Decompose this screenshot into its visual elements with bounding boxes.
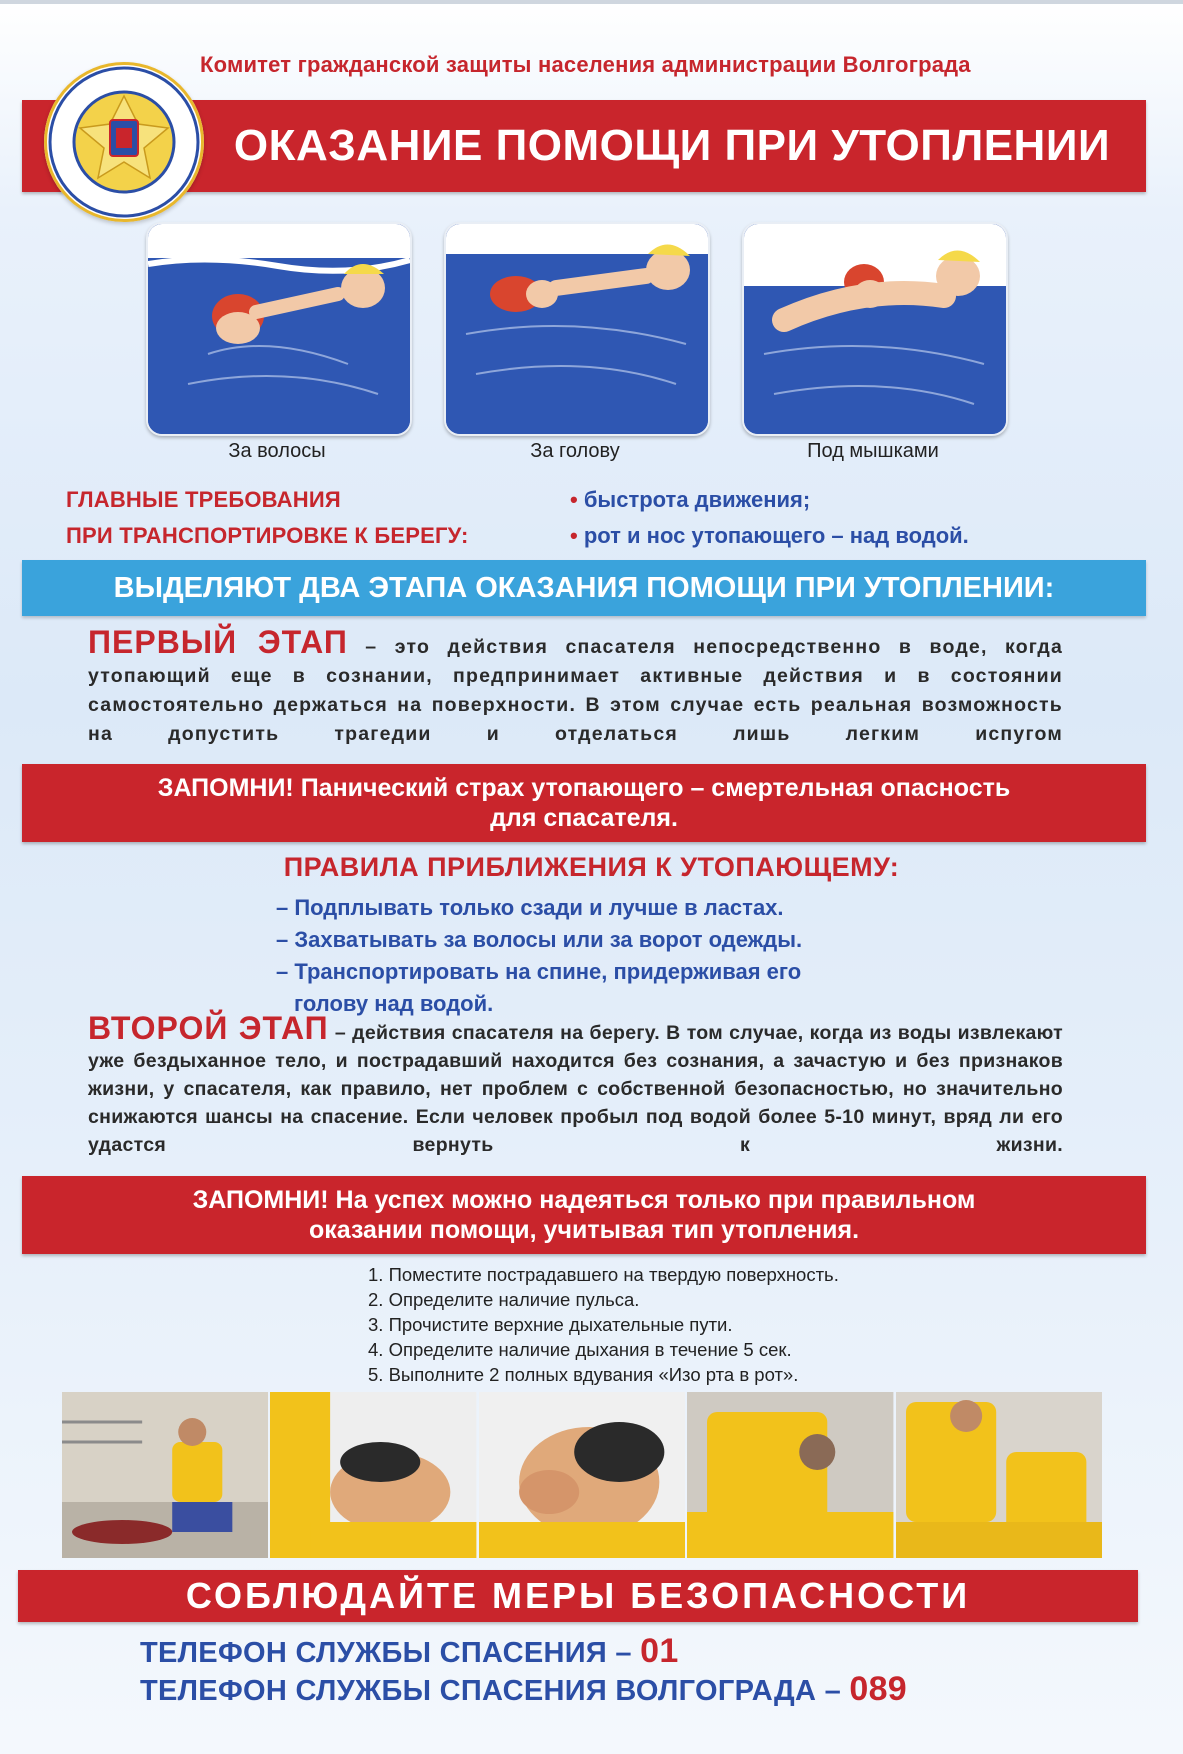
rule-item-continuation: голову над водой.: [294, 991, 494, 1016]
illustration-armpits: [742, 222, 1008, 436]
page-title: ОКАЗАНИЕ ПОМОЩИ ПРИ УТОПЛЕНИИ: [233, 121, 1111, 170]
illustration-head: [444, 222, 710, 436]
first-stage-label: ПЕРВЫЙ ЭТАП: [88, 624, 348, 660]
rule-item: – Транспортировать на спине, придерживая его: [276, 959, 802, 984]
illustration-caption-armpits: Под мышками: [807, 440, 939, 462]
cpr-steps-list: [368, 1262, 839, 1387]
requirements-title-line1: ГЛАВНЫЕ ТРЕБОВАНИЯ: [66, 487, 341, 512]
first-stage-paragraph: [88, 624, 1064, 749]
emblem-logo: [44, 62, 204, 222]
step-item: 5. Выполните 2 полных вдувания «Изо рта в рот».: [368, 1364, 799, 1385]
phone1-number: 01: [640, 1632, 679, 1670]
cpr-photo-1: [62, 1392, 268, 1558]
requirement-item: • быстрота движения;: [570, 487, 811, 512]
phone2-number: 089: [849, 1670, 908, 1708]
committee-name: Комитет гражданской защиты населения администрации Волгограда: [200, 52, 971, 77]
approach-rules-title: ПРАВИЛА ПРИБЛИЖЕНИЯ К УТОПАЮЩЕМУ:: [283, 852, 900, 882]
cpr-photos-strip: [62, 1392, 1102, 1558]
requirements-title: [66, 482, 469, 554]
requirement-item: • рот и нос утопающего – над водой.: [570, 523, 969, 548]
cpr-photo-3: [479, 1392, 685, 1558]
step-item: 3. Прочистите верхние дыхательные пути.: [368, 1314, 733, 1335]
remember-text-1: ЗАПОМНИ! Панический страх утопающего – смертельная опасность для спасателя.: [157, 774, 1011, 832]
step-item: 4. Определите наличие дыхания в течение 5 сек.: [368, 1339, 792, 1360]
rule-item: – Захватывать за волосы или за ворот одежды.: [276, 927, 803, 952]
illustration-hair: [146, 222, 412, 436]
cpr-photo-5: [896, 1392, 1102, 1558]
phone2-label: ТЕЛЕФОН СЛУЖБЫ СПАСЕНИЯ ВОЛГОГРАДА –: [140, 1675, 850, 1707]
second-stage-paragraph: [88, 1010, 1064, 1159]
requirements-title-line2: ПРИ ТРАНСПОРТИРОВКЕ К БЕРЕГУ:: [66, 523, 469, 548]
second-stage-label: ВТОРОЙ ЭТАП: [88, 1010, 329, 1046]
approach-rules-list: [276, 892, 996, 1020]
second-stage-text: – действия спасателя на берегу. В том случае, когда из воды извлекают уже бездыханное тело, и пострадавший находится без сознания, а зачастую и без признаков жизни, у спасателя, как правило, нет проблем с собственной безопасностью, но значительно снижаются шансы на спасение. Если человек пробыл под водой более 5-10 минут, вряд ли его удастся вернуть к жизни.: [88, 1022, 1064, 1156]
remember-band-2: [22, 1176, 1146, 1254]
illustration-caption-head: За голову: [530, 440, 620, 462]
step-item: 1. Поместите пострадавшего на твердую поверхность.: [368, 1264, 839, 1285]
stages-heading: ВЫДЕЛЯЮТ ДВА ЭТАПА ОКАЗАНИЯ ПОМОЩИ ПРИ УТОПЛЕНИИ:: [22, 560, 1146, 616]
emblem-icon: [44, 62, 204, 222]
remember-band-1: [22, 764, 1146, 842]
remember-text-2: ЗАПОМНИ! На успех можно надеяться только при правильном оказании помощи, учитывая тип утопления.: [192, 1186, 976, 1244]
rule-item: – Подплывать только сзади и лучше в ластах.: [276, 895, 784, 920]
first-stage-text: – это действия спасателя непосредственно в воде, когда утопающий еще в сознании, предпринимает активные действия и в состоянии самостоятельно держаться на поверхности. В этом случае есть реальная возможность на допустить трагедии и отделаться лишь легким испугом: [88, 636, 1064, 745]
phone1-label: ТЕЛЕФОН СЛУЖБЫ СПАСЕНИЯ –: [140, 1637, 641, 1669]
illustration-caption-hair: За волосы: [228, 440, 326, 462]
step-item: 2. Определите наличие пульса.: [368, 1289, 640, 1310]
rescue-phone-2: [140, 1670, 907, 1709]
cpr-photo-4: [687, 1392, 893, 1558]
cpr-photo-2: [270, 1392, 476, 1558]
rescue-phone-1: [140, 1632, 679, 1671]
requirements-list: [570, 482, 969, 554]
top-border: [0, 0, 1183, 4]
safety-band: СОБЛЮДАЙТЕ МЕРЫ БЕЗОПАСНОСТИ: [18, 1570, 1138, 1622]
